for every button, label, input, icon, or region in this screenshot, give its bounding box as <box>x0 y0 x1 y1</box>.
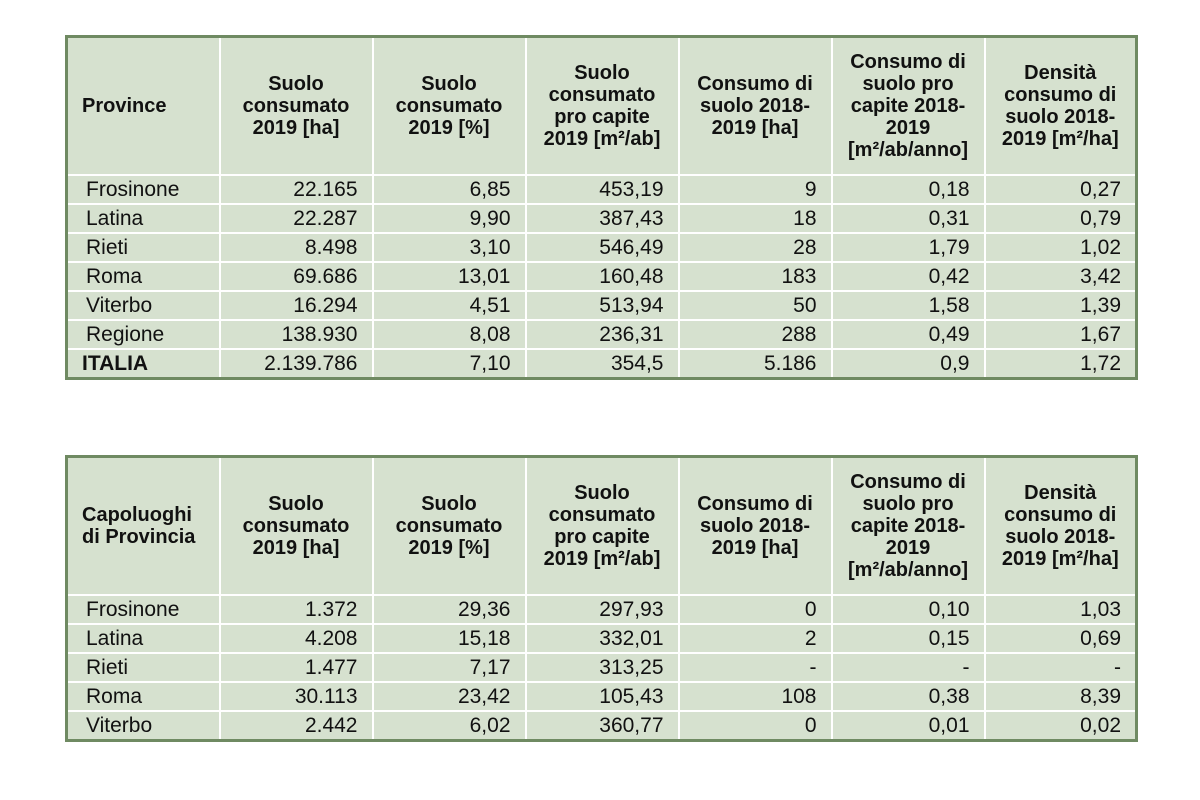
cell: 332,01 <box>526 624 679 653</box>
column-header: Suolo consumato 2019 [%] <box>373 37 526 176</box>
cell: - <box>832 653 985 682</box>
cell: 2.139.786 <box>220 349 373 379</box>
column-header: Suolo consumato pro capite 2019 [m²/ab] <box>526 457 679 596</box>
cell: 6,85 <box>373 175 526 204</box>
cell: 1,72 <box>985 349 1137 379</box>
table-row <box>67 653 1137 682</box>
cell: 23,42 <box>373 682 526 711</box>
row-label: Roma <box>67 682 220 711</box>
table-row <box>67 291 1137 320</box>
table-row <box>67 624 1137 653</box>
cell: 28 <box>679 233 832 262</box>
cell: 0,10 <box>832 595 985 624</box>
cell: 2.442 <box>220 711 373 741</box>
cell: 1,02 <box>985 233 1137 262</box>
cell: 297,93 <box>526 595 679 624</box>
row-label: ITALIA <box>67 349 220 379</box>
cell: 513,94 <box>526 291 679 320</box>
table-row <box>67 595 1137 624</box>
column-header: Province <box>67 37 220 176</box>
table-row-total <box>67 349 1137 379</box>
cell: 4.208 <box>220 624 373 653</box>
cell: 7,10 <box>373 349 526 379</box>
row-label: Rieti <box>67 233 220 262</box>
province-table <box>65 35 1138 380</box>
cell: 22.287 <box>220 204 373 233</box>
cell: 0,49 <box>832 320 985 349</box>
cell: 108 <box>679 682 832 711</box>
column-header: Capoluoghi di Provincia <box>67 457 220 596</box>
cell: 22.165 <box>220 175 373 204</box>
capoluoghi-table <box>65 455 1138 742</box>
cell: 0,31 <box>832 204 985 233</box>
row-label: Viterbo <box>67 711 220 741</box>
cell: - <box>985 653 1137 682</box>
cell: 1,58 <box>832 291 985 320</box>
cell: 1,67 <box>985 320 1137 349</box>
row-label: Frosinone <box>67 175 220 204</box>
column-header: Suolo consumato 2019 [ha] <box>220 457 373 596</box>
header-row <box>67 457 1137 596</box>
cell: 0 <box>679 595 832 624</box>
cell: 0,79 <box>985 204 1137 233</box>
cell: 0,27 <box>985 175 1137 204</box>
cell: 1.477 <box>220 653 373 682</box>
table-row <box>67 204 1137 233</box>
cell: 29,36 <box>373 595 526 624</box>
row-label: Latina <box>67 624 220 653</box>
cell: 1,79 <box>832 233 985 262</box>
cell: 9 <box>679 175 832 204</box>
cell: 69.686 <box>220 262 373 291</box>
cell: 9,90 <box>373 204 526 233</box>
cell: 0,42 <box>832 262 985 291</box>
cell: 105,43 <box>526 682 679 711</box>
cell: 138.930 <box>220 320 373 349</box>
cell: 30.113 <box>220 682 373 711</box>
cell: 0,15 <box>832 624 985 653</box>
row-label: Viterbo <box>67 291 220 320</box>
cell: 8,39 <box>985 682 1137 711</box>
column-header: Suolo consumato pro capite 2019 [m²/ab] <box>526 37 679 176</box>
cell: 236,31 <box>526 320 679 349</box>
cell: 313,25 <box>526 653 679 682</box>
table-row <box>67 682 1137 711</box>
row-label: Latina <box>67 204 220 233</box>
table-row <box>67 320 1137 349</box>
cell: 453,19 <box>526 175 679 204</box>
cell: 387,43 <box>526 204 679 233</box>
cell: 15,18 <box>373 624 526 653</box>
cell: 0,18 <box>832 175 985 204</box>
cell: 13,01 <box>373 262 526 291</box>
cell: 4,51 <box>373 291 526 320</box>
cell: 1,03 <box>985 595 1137 624</box>
row-label: Frosinone <box>67 595 220 624</box>
cell: 0 <box>679 711 832 741</box>
cell: 7,17 <box>373 653 526 682</box>
column-header: Densità consumo di suolo 2018-2019 [m²/ha] <box>985 37 1137 176</box>
cell: 16.294 <box>220 291 373 320</box>
cell: 3,42 <box>985 262 1137 291</box>
cell: 5.186 <box>679 349 832 379</box>
column-header: Consumo di suolo 2018-2019 [ha] <box>679 457 832 596</box>
cell: 0,01 <box>832 711 985 741</box>
cell: 0,9 <box>832 349 985 379</box>
cell: 288 <box>679 320 832 349</box>
cell: 8.498 <box>220 233 373 262</box>
cell: 6,02 <box>373 711 526 741</box>
cell: 0,69 <box>985 624 1137 653</box>
cell: 18 <box>679 204 832 233</box>
cell: 50 <box>679 291 832 320</box>
column-header: Consumo di suolo pro capite 2018-2019 [m²/ab/anno] <box>832 457 985 596</box>
row-label: Regione <box>67 320 220 349</box>
table-row <box>67 233 1137 262</box>
cell: 0,02 <box>985 711 1137 741</box>
table-row <box>67 711 1137 741</box>
column-header: Suolo consumato 2019 [%] <box>373 457 526 596</box>
cell: 3,10 <box>373 233 526 262</box>
cell: 1,39 <box>985 291 1137 320</box>
cell: 1.372 <box>220 595 373 624</box>
row-label: Rieti <box>67 653 220 682</box>
cell: 360,77 <box>526 711 679 741</box>
cell: 354,5 <box>526 349 679 379</box>
cell: 160,48 <box>526 262 679 291</box>
cell: 8,08 <box>373 320 526 349</box>
column-header: Consumo di suolo 2018-2019 [ha] <box>679 37 832 176</box>
column-header: Densità consumo di suolo 2018-2019 [m²/ha] <box>985 457 1137 596</box>
header-row <box>67 37 1137 176</box>
table-row <box>67 175 1137 204</box>
cell: - <box>679 653 832 682</box>
cell: 546,49 <box>526 233 679 262</box>
column-header: Suolo consumato 2019 [ha] <box>220 37 373 176</box>
cell: 2 <box>679 624 832 653</box>
row-label: Roma <box>67 262 220 291</box>
column-header: Consumo di suolo pro capite 2018-2019 [m²/ab/anno] <box>832 37 985 176</box>
cell: 183 <box>679 262 832 291</box>
table-row <box>67 262 1137 291</box>
cell: 0,38 <box>832 682 985 711</box>
